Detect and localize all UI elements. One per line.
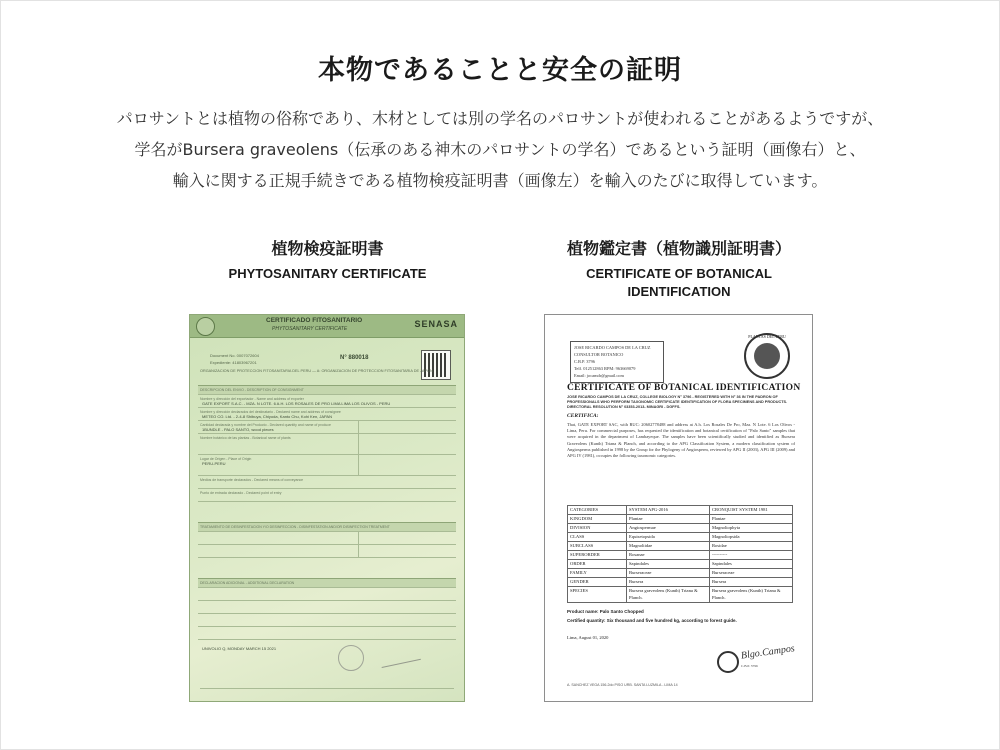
transport-label: Medios de transporte declarados - Declared means of conveyance (200, 478, 304, 482)
phyto-footer-line (200, 688, 454, 695)
stamp-line: Email: jocamdr@gmail.com (574, 373, 624, 378)
senasa-logo: SENASA (414, 319, 458, 329)
table-cell: Equisetopsida (627, 533, 710, 542)
phyto-declaration-line (198, 613, 456, 626)
table-cell: SPECIES (568, 587, 627, 603)
origin-value: PERU-PERU (202, 461, 226, 466)
table-row (568, 533, 793, 542)
entry-label: Punto de entrada declarado - Declared point of entry (200, 491, 282, 495)
intro-line-2: 学名がBursera graveolens（伝承のある神木のパロサントの学名）であるという証明（画像右）と、 (134, 140, 866, 159)
botanical-heading-ja: 植物鑑定書（植物識別証明書） (566, 239, 791, 258)
phyto-heading-en: PHYTOSANITARY CERTIFICATE (228, 266, 427, 281)
table-cell: Bursera graveolens (Kunth) Triana & Planch. (709, 587, 792, 603)
row-divider (358, 434, 359, 454)
phyto-product-row (198, 420, 456, 433)
phyto-exporter-row (198, 394, 456, 407)
phytosanitary-certificate-image (189, 314, 465, 702)
peru-seal-icon (196, 317, 215, 336)
phyto-expediente: Expediente: 41803967201 (210, 360, 257, 365)
product-label: Cantidad declarada y nombre del Producto - Declared quantity and name of produce (200, 423, 331, 427)
table-header-row (568, 506, 793, 515)
signature: Blgo.Campos (740, 643, 796, 662)
phyto-top-subtitle: PHYTOSANITARY CERTIFICATE (272, 326, 348, 332)
table-row (568, 569, 793, 578)
phyto-origin-row (198, 454, 456, 475)
phyto-declaration-line (198, 600, 456, 613)
table-cell: SUPERORDER (568, 551, 627, 560)
consignee-label: Nombre y dirección declarados del destinatario - Declared name and address of consignee (200, 410, 341, 414)
botanical-heading (544, 236, 814, 301)
table-cell: Burseraceae (627, 569, 710, 578)
phyto-number: N° 880018 (340, 355, 369, 361)
row-divider (358, 545, 359, 557)
product-value: 1BUNDLE - PALO SANTO, wood pieces (202, 427, 274, 432)
table-row (568, 524, 793, 533)
phyto-declaration-line (198, 626, 456, 639)
table-cell: KINGDOM (568, 515, 627, 524)
intro-line-1: パロサントとは植物の俗称であり、木材としては別の学名のパロサントが使われることがあるようですが、 (116, 109, 884, 128)
exporter-label: Nombre y dirección del exportador - Name and address of exporter (200, 397, 304, 401)
row-divider (358, 421, 359, 433)
official-stamp-icon (338, 645, 364, 671)
section-label: DESCRIPCION DEL ENVIO - DESCRIPTION OF CONSIGNMENT (200, 388, 304, 392)
stamp-line: Telf. 012512863 RPM: 963669079 (574, 366, 636, 371)
phyto-section-declaration (198, 578, 456, 587)
phyto-consignee-row (198, 407, 456, 420)
table-cell: Magnoliophyta (709, 524, 792, 533)
table-cell: Magnoliopsida (709, 533, 792, 542)
table-cell: Plantae (627, 515, 710, 524)
table-cell: Bursera graveolens (Kunth) Triana & Planch. (627, 587, 710, 603)
certificate-title: CERTIFICATE OF BOTANICAL IDENTIFICATION (567, 383, 801, 393)
logo-text: PLANTAS DEL PERU (748, 334, 786, 339)
certifica-label: CERTIFICA: (567, 413, 599, 419)
phyto-section-treatment (198, 522, 456, 531)
botanical-certificate-image (544, 314, 813, 702)
table-cell: ORDER (568, 560, 627, 569)
table-row (568, 542, 793, 551)
phyto-top-bar (190, 315, 464, 338)
row-divider (358, 455, 359, 475)
exporter-value: GATE EXPORT S.A.C. - MZA. N LOTE. 6 A.H. LOS ROSALES DE PRO LIMA LIMA LOS OLIVOS - PERU (202, 401, 391, 406)
table-row (568, 578, 793, 587)
table-cell: SUBCLASS (568, 542, 627, 551)
product-name: Product name: Palo Santo Chopped (567, 609, 644, 614)
taxonomy-table (567, 505, 793, 603)
table-cell: Sapindales (709, 560, 792, 569)
table-cell: Rosanae (627, 551, 710, 560)
table-cell: Burseraceae (709, 569, 792, 578)
section-label: DECLARACION ADICIONAL - ADDITIONAL DECLARATION (200, 581, 295, 585)
table-cell: ---------- (709, 551, 792, 560)
stamp-line: JOSE RICARDO CAMPOS DE LA CRUZ (574, 345, 651, 350)
table-row (568, 515, 793, 524)
phyto-blank-row (198, 501, 456, 522)
phyto-heading-ja: 植物検疫証明書 (271, 239, 384, 258)
phyto-meta (210, 352, 259, 366)
plant-logo-icon (744, 333, 790, 379)
table-cell: Bursera (709, 578, 792, 587)
botanical-label: Nombre botánico de las plantas - Botanical name of plants (200, 436, 291, 440)
table-header-cell: CATEGORIES (568, 506, 627, 515)
stamp-line: C.B.P. 3796 (574, 359, 595, 364)
signature-seal-icon (717, 651, 739, 673)
table-header-cell: SYSTEM APG-2016 (627, 506, 710, 515)
logo-emblem (754, 343, 780, 369)
certificate-body: That, GATE EXPORT SAC, with RUC: 20602778488 and address at A.h. Los Rosales De Pro, Mza. N Lote. 6 Los Olivos - Lima, Peru. For commercial purposes, has requested the identification and botanical certification of "Palo Santo" samples that were acquired in the department of Lambayeque. The samples have been scientifically studied and identified as Bursera Graveolens (Kunth) Triana & Planch, and according to the APG Classification System, a modern classification system of Angiosperms published in 1998 by the Group for the Phylogeny of Angiosperm, reviewed by APG II (2003), APG III (2009) and APG IV (1981), occupies the following taxonomic categories. (567, 422, 795, 459)
phyto-treatment-row (198, 557, 456, 578)
table-cell: FAMILY (568, 569, 627, 578)
table-cell: Angiospermae (627, 524, 710, 533)
phyto-treatment-row (198, 544, 456, 557)
phyto-entry-row (198, 488, 456, 501)
issued-value: UNIVOLIO Q, MONDAY MARCH 15 2021 (202, 646, 277, 651)
phyto-doc-no: Document No. 0007072604 (210, 353, 259, 358)
phyto-botanical-row (198, 433, 456, 454)
botanical-heading-en: CERTIFICATE OF BOTANICAL IDENTIFICATION (586, 266, 772, 299)
phyto-section-consignment (198, 385, 456, 394)
table-cell: DIVISION (568, 524, 627, 533)
phyto-transport-row (198, 475, 456, 488)
phyto-form (198, 385, 456, 660)
certificate-subtitle: JOSE RICARDO CAMPOS DE LA CRUZ, COLLEGE BIOLOGY N° 3796 - REGISTERED WITH N° 36 IN THE PADRON OF PROFESSIONALS WHO PERFORM TAXONOMIC CERTIFICATE IDENTIFICATION OF FLORA SPECIMENS AND PRODUCTS. DIRECTORAL RESOLUTION N° 03353-2013- MINAGRI - DGFFS. (567, 395, 788, 409)
consignee-value: METEO CO. Ltd. - 2-4-8 Shibuya, Chiyoda, Kanto Chu, Kohi Ken, JAPAN (202, 414, 332, 419)
section-label: TRATAMIENTO DE DESINFESTACION Y/O DESINFECCION - DISINFESTATION AND/OR DISINFECTION TREATMENT (200, 525, 390, 529)
botanist-stamp (570, 341, 664, 383)
phyto-declaration-line (198, 587, 456, 600)
intro-line-3: 輸入に関する正規手続きである植物検疫証明書（画像左）を輸入のたびに取得しています。 (172, 171, 828, 190)
certified-quantity: Certified quantity: Six thousand and five hundred kg, according to forest guide. (567, 618, 737, 623)
phyto-top-title: CERTIFICADO FITOSANITARIO (266, 317, 363, 324)
signature-caption: C.B.P. 3796 (741, 664, 758, 668)
certificate-footer: A. SANCHEZ VEGA 156-2do PISO URB. SANTA LUZMILA - LIMA 14 (567, 683, 678, 687)
phyto-org-text: ORGANIZACION DE PROTECCION FITOSANITARIA DEL PERU — A: ORGANIZACION DE PROTECCION FITOSANITARIA DE JAPON (200, 369, 433, 373)
table-cell: Sapindales (627, 560, 710, 569)
table-cell: Rosidae (709, 542, 792, 551)
table-row (568, 551, 793, 560)
row-divider (358, 532, 359, 544)
table-cell: CLASS (568, 533, 627, 542)
table-row (568, 587, 793, 603)
qr-code-icon (422, 351, 450, 379)
stamp-line: CONSULTOR BOTANICO (574, 352, 624, 357)
table-cell: GENDER (568, 578, 627, 587)
table-header-cell: CRONQUIST SYSTEM 1981 (709, 506, 792, 515)
phyto-treatment-row (198, 531, 456, 544)
certificate-date: Lima, August 01, 2020 (567, 635, 609, 640)
table-row (568, 560, 793, 569)
origin-label: Lugar de Origen - Place of Origin (200, 457, 252, 461)
table-cell: Plantae (709, 515, 792, 524)
table-cell: Bursera (627, 578, 710, 587)
phyto-heading (190, 236, 465, 283)
page-title: 本物であることと安全の証明 (318, 55, 682, 86)
table-cell: Magnoliidae (627, 542, 710, 551)
